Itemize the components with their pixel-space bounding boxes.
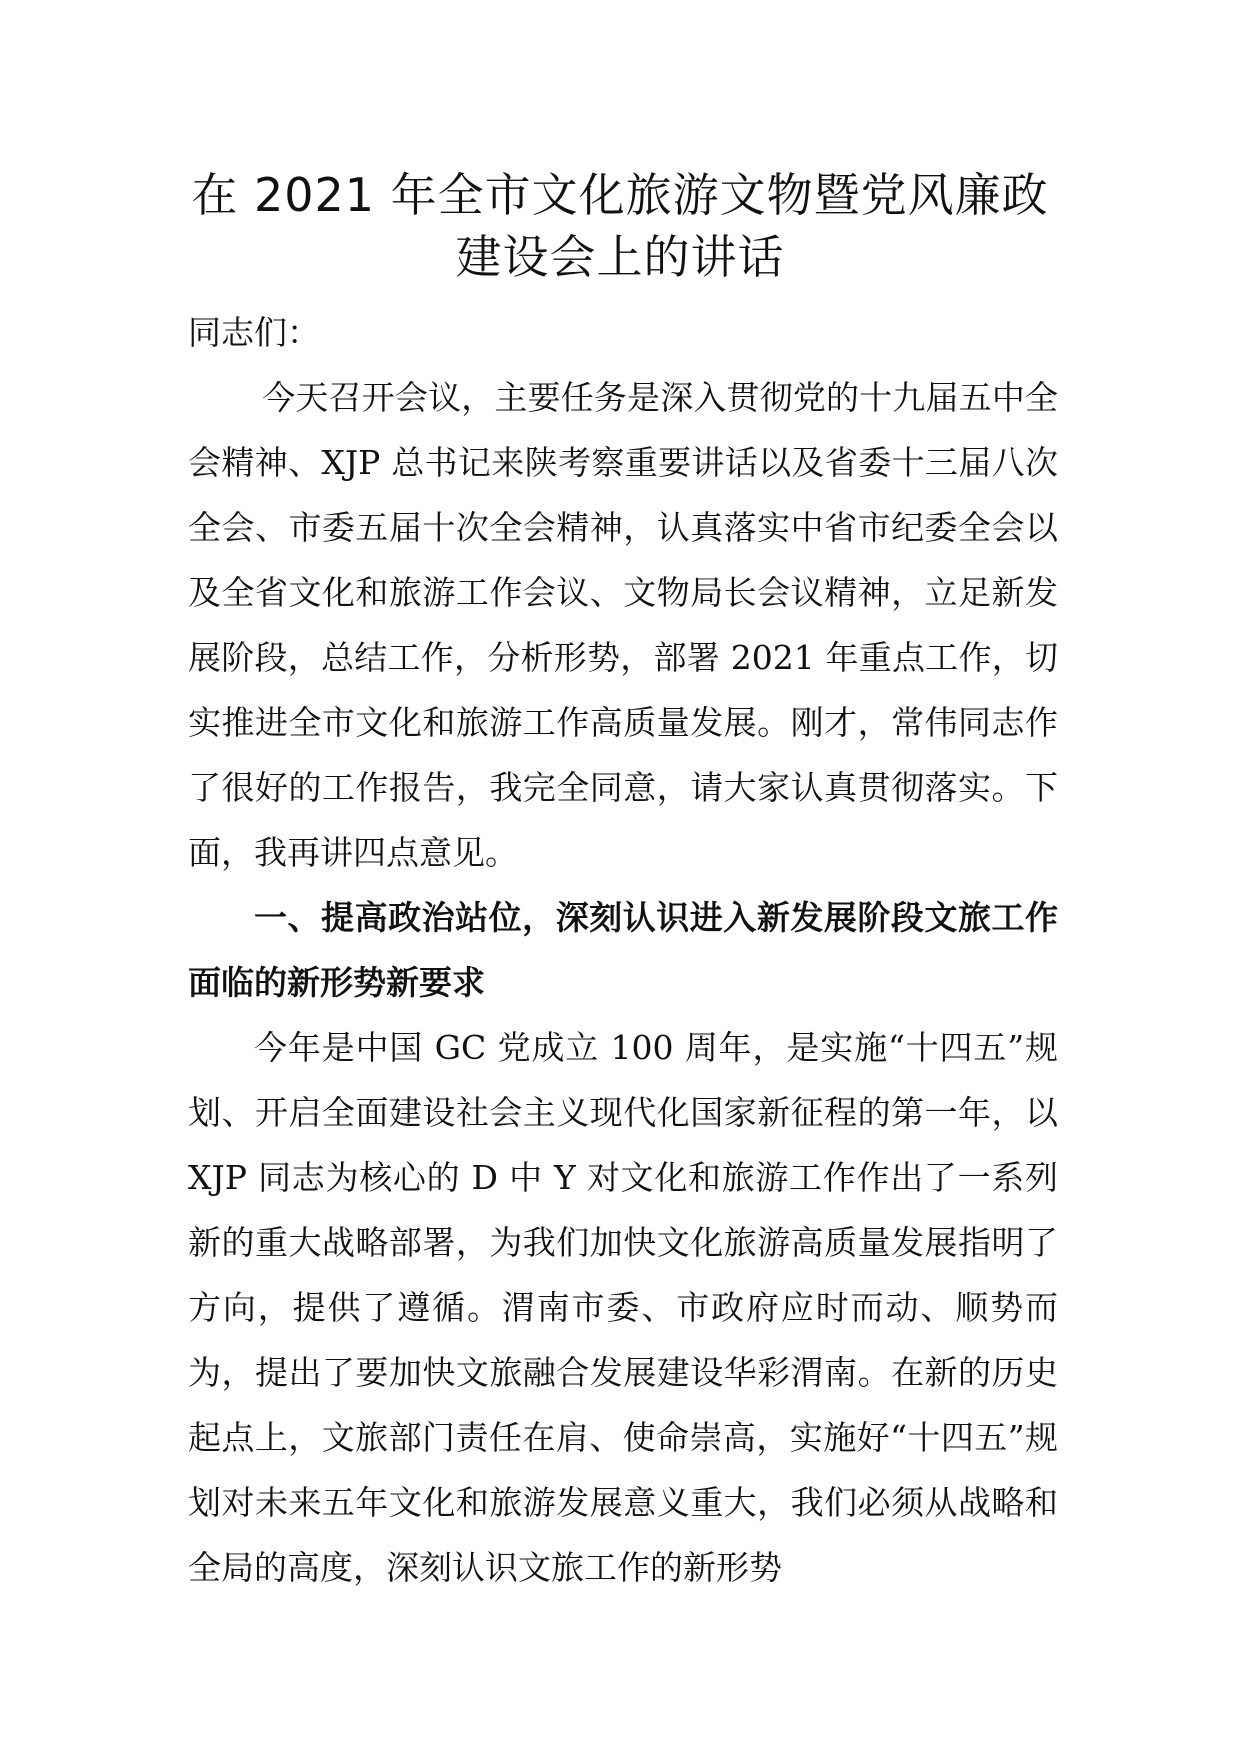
document-title — [150, 164, 1090, 288]
paragraph-intro: 今天召开会议，主要任务是深入贯彻党的十九届五中全会精神、XJP 总书记来陕考察重要讲话以及省委十三届八次全会、市委五届十次全会精神，认真落实中省市纪委全会以及全省文化和旅游工作会议、文物局长会议精神，立足新发展阶段，总结工作，分析形势，部署 2021 年重点工作，切实推进全市文化和旅游工作高质量发展。刚才，常伟同志作了很好的工作报告，我完全同意，请大家认真贯彻落实。下面，我再讲四点意见。 — [188, 378, 1058, 872]
document-body — [188, 300, 1058, 1600]
title-line-1: 在 2021 年全市文化旅游文物暨党风廉政 — [191, 168, 1049, 222]
paragraph-section-1: 今年是中国 GC 党成立 100 周年，是实施“十四五”规划、开启全面建设社会主义现代化国家新征程的第一年，以 XJP 同志为核心的 D 中 Y 对文化和旅游工作作出了一系列新的重大战略部署，为我们加快文化旅游高质量发展指明了方向，提供了遵循。渭南市委、市政府应时而动、顺势而为，提出了要加快文旅融合发展建设华彩渭南。在新的历史起点上，文旅部门责任在肩、使命崇高，实施好“十四五”规划对未来五年文化和旅游发展意义重大，我们必须从战略和全局的高度，深刻认识文旅工作的新形势 — [188, 1028, 1058, 1587]
title-line-2: 建设会上的讲话 — [455, 230, 785, 284]
salutation: 同志们： — [188, 313, 320, 352]
section-heading-1: 一、提高政治站位，深刻认识进入新发展阶段文旅工作面临的新形势新要求 — [188, 898, 1058, 1002]
